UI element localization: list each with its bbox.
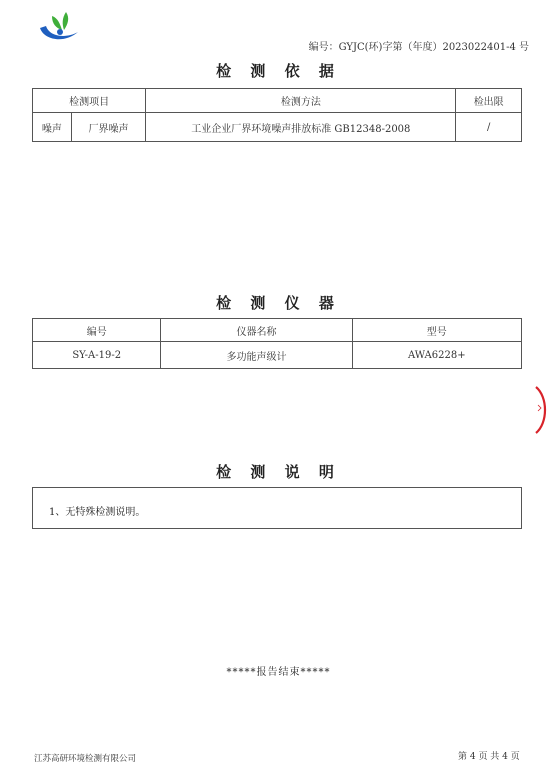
basis-sub-item: 厂界噪声 — [71, 113, 146, 142]
footer-company: 江苏高研环境检测有限公司 — [34, 754, 137, 764]
instruments-table — [32, 318, 522, 369]
report-end-mark: *****报告结束***** — [226, 667, 331, 678]
notes-title: 检 测 说 明 — [216, 463, 341, 481]
instrument-name: 多功能声级计 — [161, 342, 352, 369]
notes-box — [32, 487, 522, 529]
report-number: 编号：GYJC(环)字第（年度）2023022401-4 号 — [308, 42, 529, 53]
instruments-col-model: 型号 — [352, 319, 521, 342]
basis-col-method: 检测方法 — [146, 89, 456, 113]
red-seal-stamp-icon — [532, 385, 552, 435]
instruments-col-name: 仪器名称 — [161, 319, 352, 342]
instruments-col-id: 编号 — [33, 319, 161, 342]
basis-col-limit: 检出限 — [456, 89, 522, 113]
basis-method: 工业企业厂界环境噪声排放标准 GB12348-2008 — [146, 113, 456, 142]
basis-title: 检 测 依 据 — [216, 62, 341, 80]
instrument-model: AWA6228+ — [352, 342, 521, 369]
basis-item: 噪声 — [33, 113, 72, 142]
notes-text: 1、无特殊检测说明。 — [49, 507, 146, 518]
footer-page-number: 第 4 页 共 4 页 — [458, 752, 520, 762]
basis-table — [32, 88, 522, 142]
instruments-title: 检 测 仪 器 — [216, 294, 341, 312]
basis-limit: / — [456, 113, 522, 142]
instrument-id: SY-A-19-2 — [33, 342, 161, 369]
company-logo-icon — [38, 10, 82, 46]
basis-col-item: 检测项目 — [33, 89, 146, 113]
